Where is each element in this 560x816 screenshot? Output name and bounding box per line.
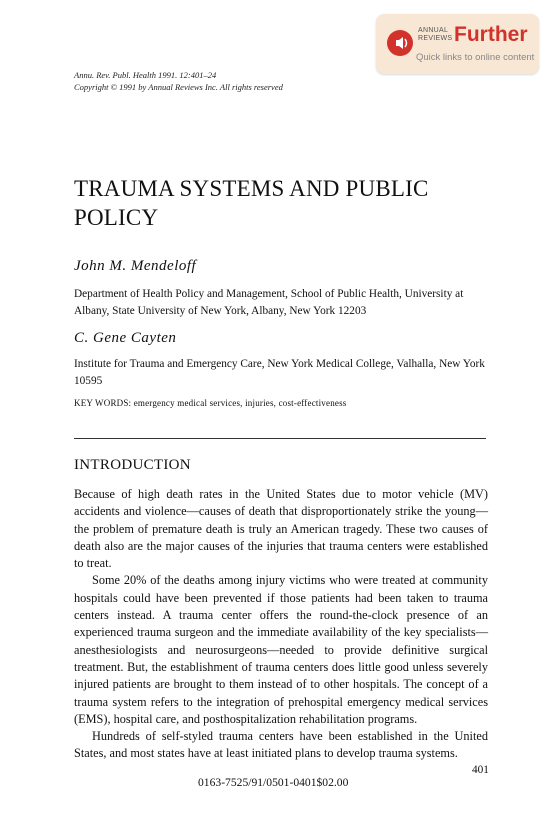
footer-code: 0163-7525/91/0501-0401$02.00	[198, 776, 349, 789]
journal-citation: Annu. Rev. Publ. Health 1991. 12:401–24	[74, 70, 217, 80]
copyright-line: Copyright © 1991 by Annual Reviews Inc. All rights reserved	[74, 82, 283, 92]
author-affiliation: Department of Health Policy and Management, School of Public Health, University at Albany, State University of New York, Albany, New York 12203	[74, 288, 464, 317]
key-words: KEY WORDS: emergency medical services, injuries, cost-effectiveness	[74, 398, 347, 408]
author-name: John M. Mendeloff	[74, 258, 197, 274]
badge-annual-text: ANNUAL	[418, 27, 449, 34]
badge-further-text: Further	[454, 23, 528, 46]
body-paragraph: Some 20% of the deaths among injury victims who were treated at community hospitals could have been prevented if those patients had been taken to trauma centers instead. A trauma center offers the round-the-clock presence of an experienced trauma surgeon and the immediate availability of the key specialists—anesthesiologists and neurosurgeons—needed to provide definitive surgical treatment. But, the establishment of trauma centers does little good unless severely injured patients are brought to them instead of to other hospitals. The concept of a trauma system refers to the integration of prehospital emergency medical services (EMS), hospital care, and posthospitalization rehabilitation programs.	[74, 573, 488, 726]
badge-subtitle: Quick links to online content	[416, 52, 535, 63]
badge-publisher-label	[418, 27, 452, 43]
badge-reviews-text: REVIEWS	[418, 35, 453, 42]
author-affiliation: Institute for Trauma and Emergency Care, New York Medical College, Valhalla, New York 10595	[74, 358, 485, 387]
body-paragraph: Because of high death rates in the United States due to motor vehicle (MV) accidents and violence—causes of death that disproportionately strike the young—the problem of premature death is truly an American tragedy. These two causes of death also are the major causes of the injuries that trauma centers were established to treat.	[74, 487, 488, 571]
annual-reviews-further-badge[interactable]	[376, 14, 539, 74]
article-title: TRAUMA SYSTEMS AND PUBLIC POLICY	[74, 176, 429, 230]
article-body	[74, 486, 488, 763]
section-divider	[74, 438, 486, 439]
page-number: 401	[472, 764, 489, 776]
body-paragraph: Hundreds of self-styled trauma centers have been established in the United States, and most states have at least initiated plans to develop trauma systems.	[74, 729, 488, 761]
section-heading: INTRODUCTION	[74, 457, 191, 473]
speaker-arrow-icon	[387, 30, 413, 56]
author-name: C. Gene Cayten	[74, 330, 177, 346]
